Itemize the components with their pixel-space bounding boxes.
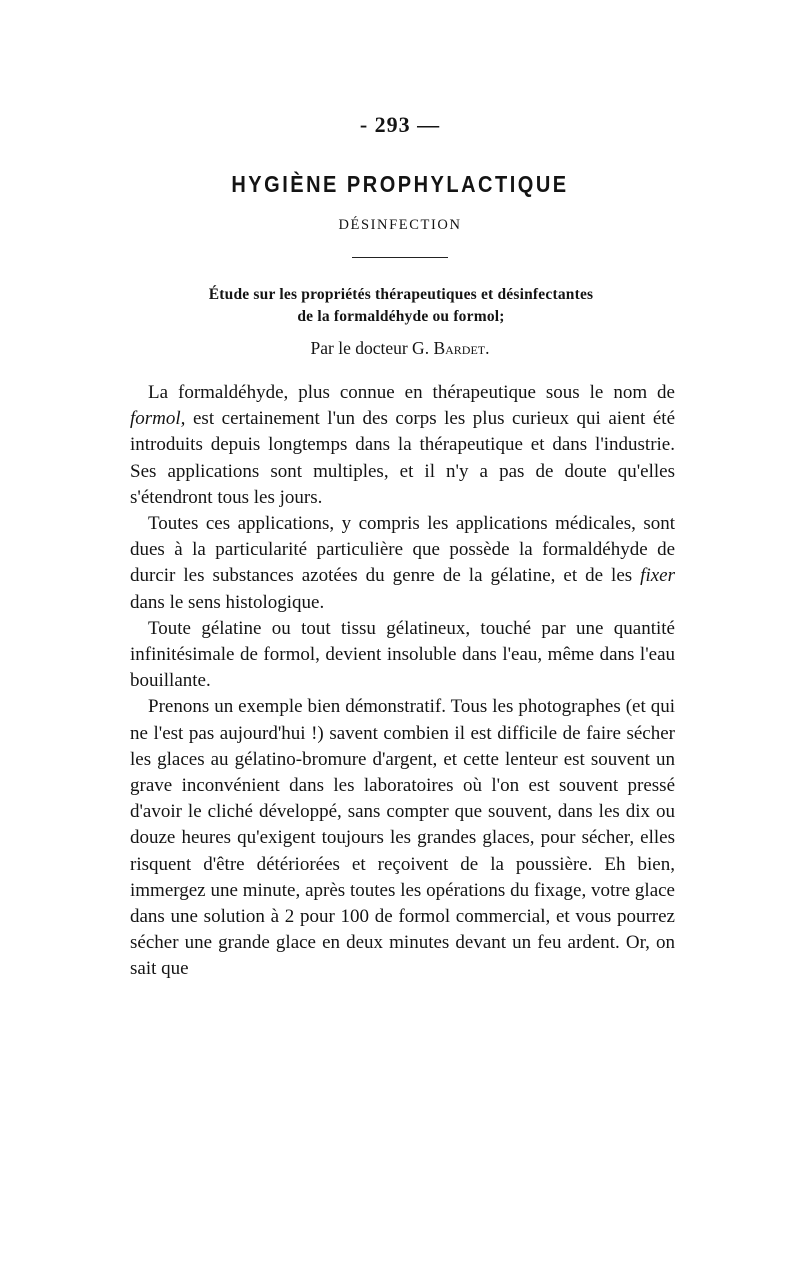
paragraph-2-text-a: Toutes ces applications, y compris les applications médicales, sont dues à la particularité particulière que possède la formaldéhyde de durcir les substances azotées du genre de la gélatine, et de les [130, 513, 675, 587]
paragraph-1-text-b: est certainement l'un des corps les plus curieux qui aient été introduits depuis longtemps dans la thérapeutique et dans l'industrie. Ses applications sont multiples, et il n'y a pas de doute qu'elles s'étendront tous les jours. [130, 408, 675, 508]
paragraph-1-italic: formol, [130, 408, 186, 430]
paragraph-2-text-b: dans le sens histologique. [130, 591, 325, 613]
paragraph-3: Toute gélatine ou tout tissu gélatineux, touché par une quantité infinitésimale de formol, devient insoluble dans l'eau, même dans l'eau bouillante. [130, 617, 675, 692]
page-number: - 293 — [359, 112, 441, 137]
byline [0, 338, 800, 359]
paragraph-4: Prenons un exemple bien démonstratif. Tous les photographes (et qui ne l'est pas aujourd'hui !) savent combien il est difficile de faire sécher les glaces au gélatino-bromure d'argent, et cette lenteur est souvent un grave inconvénient dans les laboratoires où l'on est souvent pressé d'avoir le cliché développé, sans compter que souvent, dans les dix ou douze heures qu'exigent toujours les grandes glaces, pour sécher, elles risquent d'être détériorées et reçoivent de la poussière. Eh bien, immergez une minute, après toutes les opérations du fixage, votre glace dans une solution à 2 pour 100 de formol commercial, et vous pourrez sécher une grande glace en deux minutes devant un feu ardent. Or, on sait que [130, 696, 675, 980]
paragraph-1 [130, 380, 675, 511]
paragraph-2 [130, 511, 675, 616]
article-title-line-1: Étude sur les propriétés thérapeutiques et désinfectantes [208, 286, 594, 303]
article-body [130, 380, 675, 983]
byline-author: Bardet. [433, 338, 490, 358]
section-subtitle: DÉSINFECTION [338, 217, 462, 233]
byline-prefix: Par le docteur G. [310, 338, 434, 358]
paragraph-2-italic: fixer [640, 565, 675, 587]
article-title [128, 284, 674, 328]
title-divider [352, 257, 448, 258]
section-title: HYGIÈNE PROPHYLACTIQUE [231, 172, 569, 198]
paragraph-1-text-a: La formaldéhyde, plus connue en thérapeutique sous le nom de [148, 382, 675, 403]
article-title-line-2: de la formaldéhyde ou formol; [297, 308, 505, 325]
